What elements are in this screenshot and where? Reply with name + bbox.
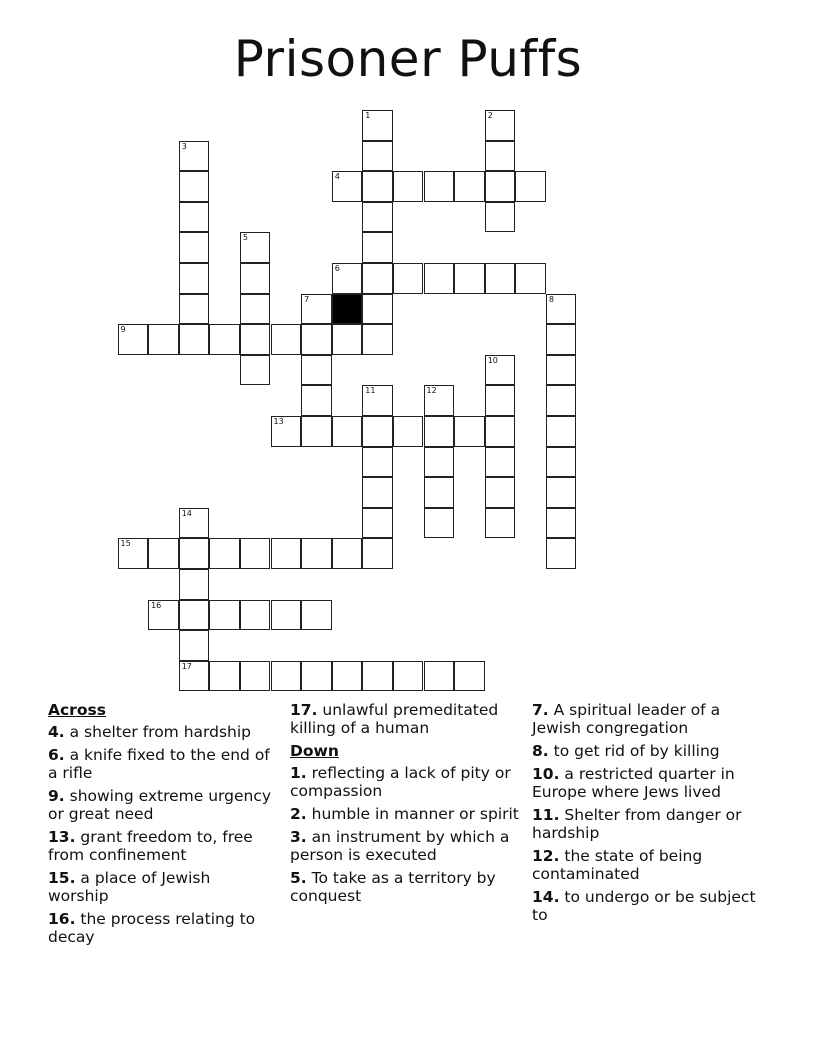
grid-cell[interactable] [362,324,393,355]
puzzle-title: Prisoner Puffs [233,30,583,88]
grid-cell[interactable] [301,355,332,386]
grid-cell[interactable] [546,294,577,325]
grid-cell[interactable] [546,477,577,508]
grid-cell[interactable] [424,447,455,478]
clue-across-6: 6. a knife fixed to the end of a rifle [48,746,270,782]
grid-cell[interactable] [271,324,302,355]
grid-cell[interactable] [546,385,577,416]
grid-cell[interactable] [332,263,363,294]
grid-cell[interactable] [485,355,516,386]
grid-cell[interactable] [393,171,424,202]
grid-cell[interactable] [485,263,516,294]
clue-down-3: 3. an instrument by which a person is executed [290,828,510,864]
grid-cell[interactable] [209,538,240,569]
grid-cell[interactable] [362,508,393,539]
grid-cell[interactable] [424,661,455,692]
grid-cell[interactable] [546,508,577,539]
grid-cell[interactable] [332,171,363,202]
grid-cell[interactable] [240,600,271,631]
grid-cell[interactable] [393,263,424,294]
grid-cell[interactable] [209,661,240,692]
grid-cell[interactable] [546,355,577,386]
grid-cell[interactable] [424,416,455,447]
across-heading: Across [48,701,106,719]
grid-cell[interactable] [179,538,210,569]
clue-down-2: 2. humble in manner or spirit [290,805,519,823]
grid-cell[interactable] [240,324,271,355]
cell-number: 6 [334,264,340,273]
clue-across-17: 17. unlawful premeditated killing of a human [290,701,499,737]
grid-cell[interactable] [362,202,393,233]
grid-cell[interactable] [362,110,393,141]
cell-number: 11 [365,386,376,396]
cell-number: 17 [181,661,192,671]
grid-cell[interactable] [179,324,210,355]
cell-number: 5 [242,233,248,243]
grid-cell[interactable] [209,600,240,631]
grid-cell[interactable] [454,661,485,692]
grid-cell[interactable] [118,538,149,569]
grid-cell[interactable] [332,416,363,447]
clue-down-5: 5. To take as a territory by conquest [290,869,496,905]
clue-down-10: 10. a restricted quarter in Europe where Jews lived [532,765,735,801]
grid-cell[interactable] [240,294,271,325]
grid-cell[interactable] [362,141,393,172]
clue-down-8: 8. to get rid of by killing [532,742,720,760]
clue-across-9: 9. showing extreme urgency or great need [48,787,272,823]
grid-cell[interactable] [485,110,516,141]
clue-column-1 [48,701,273,951]
clue-column-2 [290,701,520,910]
grid-cell[interactable] [424,508,455,539]
grid-cell[interactable] [362,416,393,447]
grid-cell[interactable] [240,232,271,263]
grid-cell[interactable] [332,324,363,355]
grid-cell[interactable] [179,569,210,600]
cell-number: 3 [181,141,187,151]
cell-number: 16 [151,600,162,610]
grid-cell[interactable] [424,477,455,508]
grid-cell[interactable] [240,538,271,569]
clue-across-13: 13. grant freedom to, free from confinement [48,828,253,864]
clue-down-12: 12. the state of being contaminated [532,847,703,883]
grid-cell[interactable] [179,232,210,263]
grid-cell[interactable] [485,202,516,233]
grid-cell[interactable] [485,416,516,447]
cell-number: 9 [120,325,126,335]
grid-cell[interactable] [393,416,424,447]
grid-cell[interactable] [301,385,332,416]
grid-cell[interactable] [362,661,393,692]
grid-cell[interactable] [393,661,424,692]
grid-cell[interactable] [424,171,455,202]
grid-cell[interactable] [271,600,302,631]
grid-cell[interactable] [362,477,393,508]
grid-cell[interactable] [179,508,210,539]
grid-cell[interactable] [546,324,577,355]
grid-cell[interactable] [515,263,546,294]
cell-number: 8 [548,294,554,304]
cell-number: 1 [365,111,371,120]
grid-cell[interactable] [179,600,210,631]
cell-number: 4 [334,172,340,182]
grid-cell[interactable] [515,171,546,202]
clue-down-7: 7. A spiritual leader of a Jewish congregation [532,701,721,737]
grid-cell[interactable] [362,171,393,202]
grid-cell[interactable] [179,263,210,294]
grid-cell[interactable] [148,538,179,569]
clue-down-11: 11. Shelter from danger or hardship [532,806,742,842]
grid-cell[interactable] [179,294,210,325]
grid-cell[interactable] [485,508,516,539]
grid-cell[interactable] [362,538,393,569]
grid-cell[interactable] [362,385,393,416]
grid-cell[interactable] [179,141,210,172]
grid-cell[interactable] [332,538,363,569]
grid-cell[interactable] [485,477,516,508]
grid-cell[interactable] [148,324,179,355]
down-heading: Down [290,742,339,760]
cell-number: 10 [487,355,498,365]
grid-cell[interactable] [240,661,271,692]
clue-down-14: 14. to undergo or be subject to [532,888,756,924]
grid-cell[interactable] [454,171,485,202]
grid-cell[interactable] [271,661,302,692]
cell-number: 15 [120,539,131,549]
grid-cell[interactable] [301,324,332,355]
grid-cell[interactable] [485,447,516,478]
grid-cell[interactable] [271,538,302,569]
cell-number: 12 [426,386,437,396]
cell-number: 2 [487,111,493,120]
grid-cell[interactable] [424,385,455,416]
grid-cell[interactable] [332,661,363,692]
grid-cell[interactable] [454,416,485,447]
grid-cell[interactable] [546,416,577,447]
grid-cell[interactable] [485,141,516,172]
clue-across-16: 16. the process relating to decay [48,910,256,946]
grid-cell[interactable] [179,202,210,233]
cell-number: 14 [181,508,192,518]
grid-cell[interactable] [454,263,485,294]
grid-cell[interactable] [271,416,302,447]
grid-cell[interactable] [240,263,271,294]
grid-cell[interactable] [179,630,210,661]
grid-cell[interactable] [362,294,393,325]
clue-across-15: 15. a place of Jewish worship [48,869,211,905]
grid-cell[interactable] [362,263,393,294]
grid-cell[interactable] [546,538,577,569]
cell-number: 7 [304,294,310,304]
clue-column-3 [532,701,772,929]
grid-cell[interactable] [485,171,516,202]
grid-cell[interactable] [209,324,240,355]
grid-cell[interactable] [485,385,516,416]
grid-cell[interactable] [546,447,577,478]
grid-cell[interactable] [301,294,332,325]
grid-cell[interactable] [362,232,393,263]
cell-number: 13 [273,417,284,426]
grid-cell[interactable] [301,538,332,569]
clue-across-4: 4. a shelter from hardship [48,723,252,741]
grid-cell[interactable] [148,600,179,631]
grid-cell[interactable] [362,447,393,478]
grid-cell[interactable] [118,324,149,355]
black-square [332,294,363,325]
grid-cell[interactable] [240,355,271,386]
clue-down-1: 1. reflecting a lack of pity or compassion [290,764,511,800]
grid-cell[interactable] [424,263,455,294]
grid-cell[interactable] [301,416,332,447]
grid-cell[interactable] [179,661,210,692]
grid-cell[interactable] [179,171,210,202]
grid-cell[interactable] [301,600,332,631]
grid-cell[interactable] [301,661,332,692]
